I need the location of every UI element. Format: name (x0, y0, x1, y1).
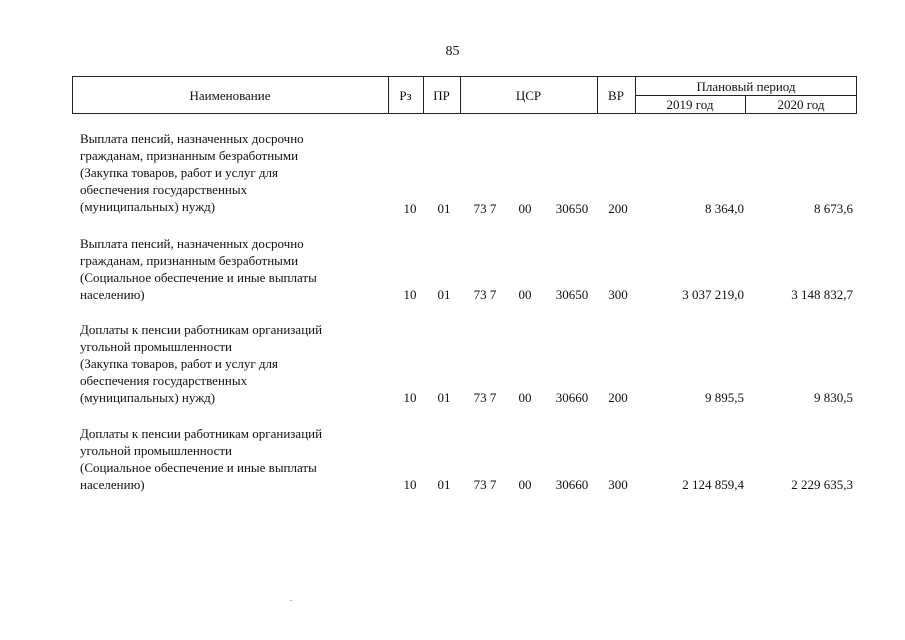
table-header (72, 76, 857, 114)
row-name (80, 321, 380, 406)
row-name (80, 235, 380, 303)
cell-csr-program: 73 7 (473, 287, 497, 302)
row-name-line: (Социальное обеспечение и иные выплаты (80, 460, 317, 475)
row-name-line: обеспечения государственных (80, 182, 248, 197)
cell-csr-code: 30650 (555, 287, 589, 302)
cell-vr: 300 (608, 477, 628, 492)
cell-rz: 10 (403, 201, 417, 216)
row-name-line: обеспечения государственных (80, 373, 248, 388)
header-name: Наименование (189, 88, 271, 103)
cell-csr-sub: 00 (518, 390, 532, 405)
cell-vr: 300 (608, 287, 628, 302)
header-top-border (72, 76, 857, 77)
cell-csr-program: 73 7 (473, 390, 497, 405)
row-name-line: (муниципальных) нужд) (80, 199, 216, 214)
row-name-line: населению) (80, 477, 145, 492)
page-number: 85 (445, 44, 460, 59)
cell-pr: 01 (437, 390, 451, 405)
cell-2020: 3 148 832,7 (791, 287, 853, 302)
cell-csr-program: 73 7 (473, 477, 497, 492)
cell-pr: 01 (437, 201, 451, 216)
row-name-line: (Закупка товаров, работ и услуг для (80, 356, 278, 371)
row-name-line: Доплаты к пенсии работникам организаций (80, 426, 323, 441)
planned-period-divider (635, 95, 857, 96)
scan-speck (290, 600, 292, 601)
cell-pr: 01 (437, 477, 451, 492)
header-vr: ВР (608, 88, 624, 103)
header-year-2020: 2020 год (777, 97, 825, 112)
header-rz: Рз (399, 88, 412, 103)
row-name-line: (муниципальных) нужд) (80, 390, 216, 405)
row-name-line: населению) (80, 287, 145, 302)
header-pr: ПР (433, 88, 450, 103)
cell-csr-sub: 00 (518, 201, 532, 216)
row-name-line: угольной промышленности (80, 339, 233, 354)
cell-2020: 9 830,5 (814, 390, 853, 405)
cell-vr: 200 (608, 201, 628, 216)
cell-csr-code: 30660 (555, 477, 589, 492)
cell-pr: 01 (437, 287, 451, 302)
cell-csr-program: 73 7 (473, 201, 497, 216)
cell-vr: 200 (608, 390, 628, 405)
cell-rz: 10 (403, 390, 417, 405)
cell-2019: 9 895,5 (705, 390, 744, 405)
header-planned-period: Плановый период (696, 79, 796, 94)
row-name-line: (Социальное обеспечение и иные выплаты (80, 270, 317, 285)
row-name-line: (Закупка товаров, работ и услуг для (80, 165, 278, 180)
row-name-line: гражданам, признанным безработными (80, 253, 299, 268)
row-name-line: угольной промышленности (80, 443, 233, 458)
header-bottom-border (72, 113, 857, 114)
cell-csr-code: 30650 (555, 201, 589, 216)
cell-2020: 2 229 635,3 (791, 477, 853, 492)
row-name-line: гражданам, признанным безработными (80, 148, 299, 163)
row-name (80, 425, 380, 493)
row-name (80, 130, 380, 215)
cell-2019: 2 124 859,4 (682, 477, 744, 492)
cell-rz: 10 (403, 477, 417, 492)
cell-2019: 8 364,0 (705, 201, 744, 216)
cell-2019: 3 037 219,0 (682, 287, 744, 302)
cell-csr-sub: 00 (518, 287, 532, 302)
cell-csr-code: 30660 (555, 390, 589, 405)
row-name-line: Выплата пенсий, назначенных досрочно (80, 131, 304, 146)
cell-2020: 8 673,6 (814, 201, 853, 216)
cell-csr-sub: 00 (518, 477, 532, 492)
header-csr: ЦСР (515, 88, 542, 103)
cell-rz: 10 (403, 287, 417, 302)
row-name-line: Выплата пенсий, назначенных досрочно (80, 236, 304, 251)
header-year-2019: 2019 год (666, 97, 714, 112)
row-name-line: Доплаты к пенсии работникам организаций (80, 322, 323, 337)
